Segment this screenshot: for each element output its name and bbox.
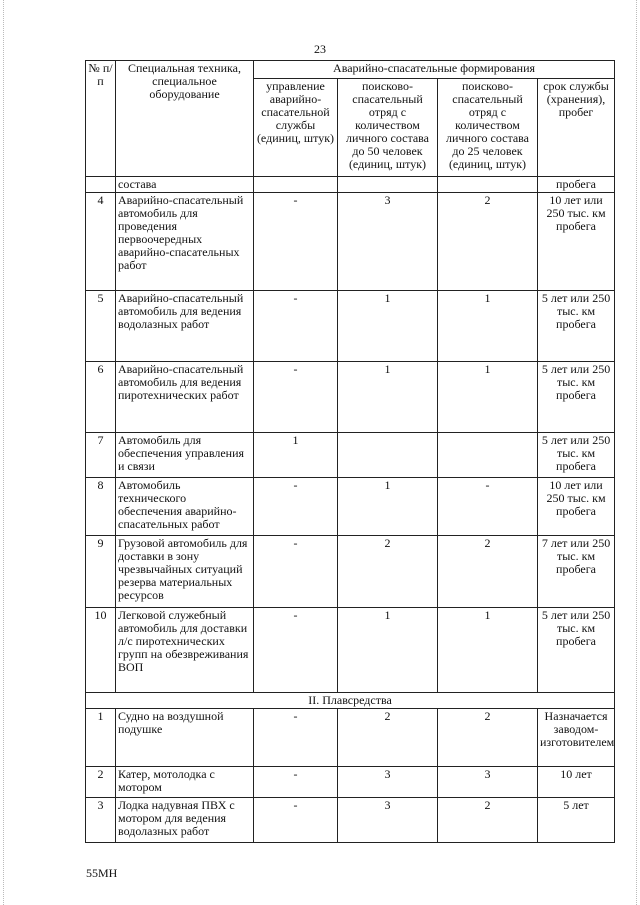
row-num: 9 — [86, 536, 116, 608]
row-c2 — [338, 433, 438, 478]
row-name: Легковой служебный автомобиль для доставки л/с пиротехнических групп на обезвреживания ВОП — [116, 608, 254, 693]
row-term: 10 лет или 250 тыс. км пробега — [538, 193, 615, 291]
row-c1: - — [254, 536, 338, 608]
row-c2: 3 — [338, 193, 438, 291]
row-c3: - — [438, 478, 538, 536]
row-num: 7 — [86, 433, 116, 478]
table-row — [86, 608, 615, 693]
row-num: 8 — [86, 478, 116, 536]
row-num: 10 — [86, 608, 116, 693]
table-row — [86, 709, 615, 767]
row-name: Аварийно-спасательный автомобиль для проведения первоочередных аварийно-спасательных работ — [116, 193, 254, 291]
row-num: 3 — [86, 798, 116, 843]
page-number: 23 — [314, 42, 326, 56]
row-term: 5 лет или 250 тыс. км пробега — [538, 291, 615, 362]
table-row — [86, 291, 615, 362]
row-term: 10 лет или 250 тыс. км пробега — [538, 478, 615, 536]
header-col-squad-50: поисково-спасательный отряд с количеством личного состава до 50 человек (единиц, штук) — [338, 79, 438, 177]
row-c3 — [438, 433, 538, 478]
row-c3: 2 — [438, 193, 538, 291]
scan-edge-left — [3, 0, 4, 905]
row-term: 5 лет или 250 тыс. км пробега — [538, 433, 615, 478]
row-c1: - — [254, 709, 338, 767]
header-col-squad-25: поисково-спасательный отряд с количеством личного состава до 25 человек (единиц, штук) — [438, 79, 538, 177]
row-c1: - — [254, 798, 338, 843]
row-term: 7 лет или 250 тыс. км пробега — [538, 536, 615, 608]
row-name: Судно на воздушной подушке — [116, 709, 254, 767]
row-name: Автомобиль для обеспечения управления и связи — [116, 433, 254, 478]
table-row — [86, 536, 615, 608]
table-row — [86, 177, 615, 193]
row-num: 6 — [86, 362, 116, 433]
row-name: Грузовой автомобиль для доставки в зону чрезвычайных ситуаций резерва материальных ресурсов — [116, 536, 254, 608]
row-c3: 2 — [438, 709, 538, 767]
header-group: Аварийно-спасательные формирования — [254, 61, 615, 79]
row-name: Катер, мотолодка с мотором — [116, 767, 254, 798]
row-c1: - — [254, 193, 338, 291]
row-name: состава — [116, 177, 254, 193]
document-code: 55МН — [86, 866, 118, 880]
row-num: 1 — [86, 709, 116, 767]
section-row — [86, 693, 615, 709]
row-name: Аварийно-спасательный автомобиль для ведения водолазных работ — [116, 291, 254, 362]
row-c2: 1 — [338, 608, 438, 693]
row-c1: - — [254, 767, 338, 798]
row-c3: 1 — [438, 362, 538, 433]
row-term: 5 лет — [538, 798, 615, 843]
row-c1: - — [254, 608, 338, 693]
row-c2: 3 — [338, 798, 438, 843]
table-header — [86, 61, 615, 177]
row-c3: 2 — [438, 536, 538, 608]
row-name: Автомобиль технического обеспечения аварийно-спасательных работ — [116, 478, 254, 536]
header-tech: Специальная техника, специальное оборудование — [116, 61, 254, 177]
header-num: № п/п — [86, 61, 116, 177]
row-name: Лодка надувная ПВХ с мотором для ведения водолазных работ — [116, 798, 254, 843]
row-num: 5 — [86, 291, 116, 362]
header-col-management: управление аварийно-спасательной службы (единиц, штук) — [254, 79, 338, 177]
table-row — [86, 798, 615, 843]
row-c3: 1 — [438, 608, 538, 693]
table-row — [86, 767, 615, 798]
table-row — [86, 478, 615, 536]
table-row — [86, 193, 615, 291]
row-c1: - — [254, 291, 338, 362]
row-c2: 2 — [338, 709, 438, 767]
row-c1: 1 — [254, 433, 338, 478]
table-row — [86, 362, 615, 433]
row-term: 5 лет или 250 тыс. км пробега — [538, 362, 615, 433]
row-term: Назначается заводом-изготовителем — [538, 709, 615, 767]
row-term: 10 лет — [538, 767, 615, 798]
row-c3: 3 — [438, 767, 538, 798]
equipment-table — [85, 60, 615, 843]
row-c3: 2 — [438, 798, 538, 843]
header-col-term: срок службы (хранения), пробег — [538, 79, 615, 177]
row-c1: - — [254, 478, 338, 536]
row-c2: 2 — [338, 536, 438, 608]
section-title: II. Плавсредства — [86, 693, 615, 709]
row-name: Аварийно-спасательный автомобиль для ведения пиротехнических работ — [116, 362, 254, 433]
scan-edge-right — [636, 0, 637, 905]
row-term: 5 лет или 250 тыс. км пробега — [538, 608, 615, 693]
row-c2: 1 — [338, 478, 438, 536]
row-c2: 3 — [338, 767, 438, 798]
row-c2: 1 — [338, 362, 438, 433]
row-c2: 1 — [338, 291, 438, 362]
row-num: 4 — [86, 193, 116, 291]
row-c3: 1 — [438, 291, 538, 362]
row-c1: - — [254, 362, 338, 433]
row-term: пробега — [538, 177, 615, 193]
table-row — [86, 433, 615, 478]
row-num: 2 — [86, 767, 116, 798]
